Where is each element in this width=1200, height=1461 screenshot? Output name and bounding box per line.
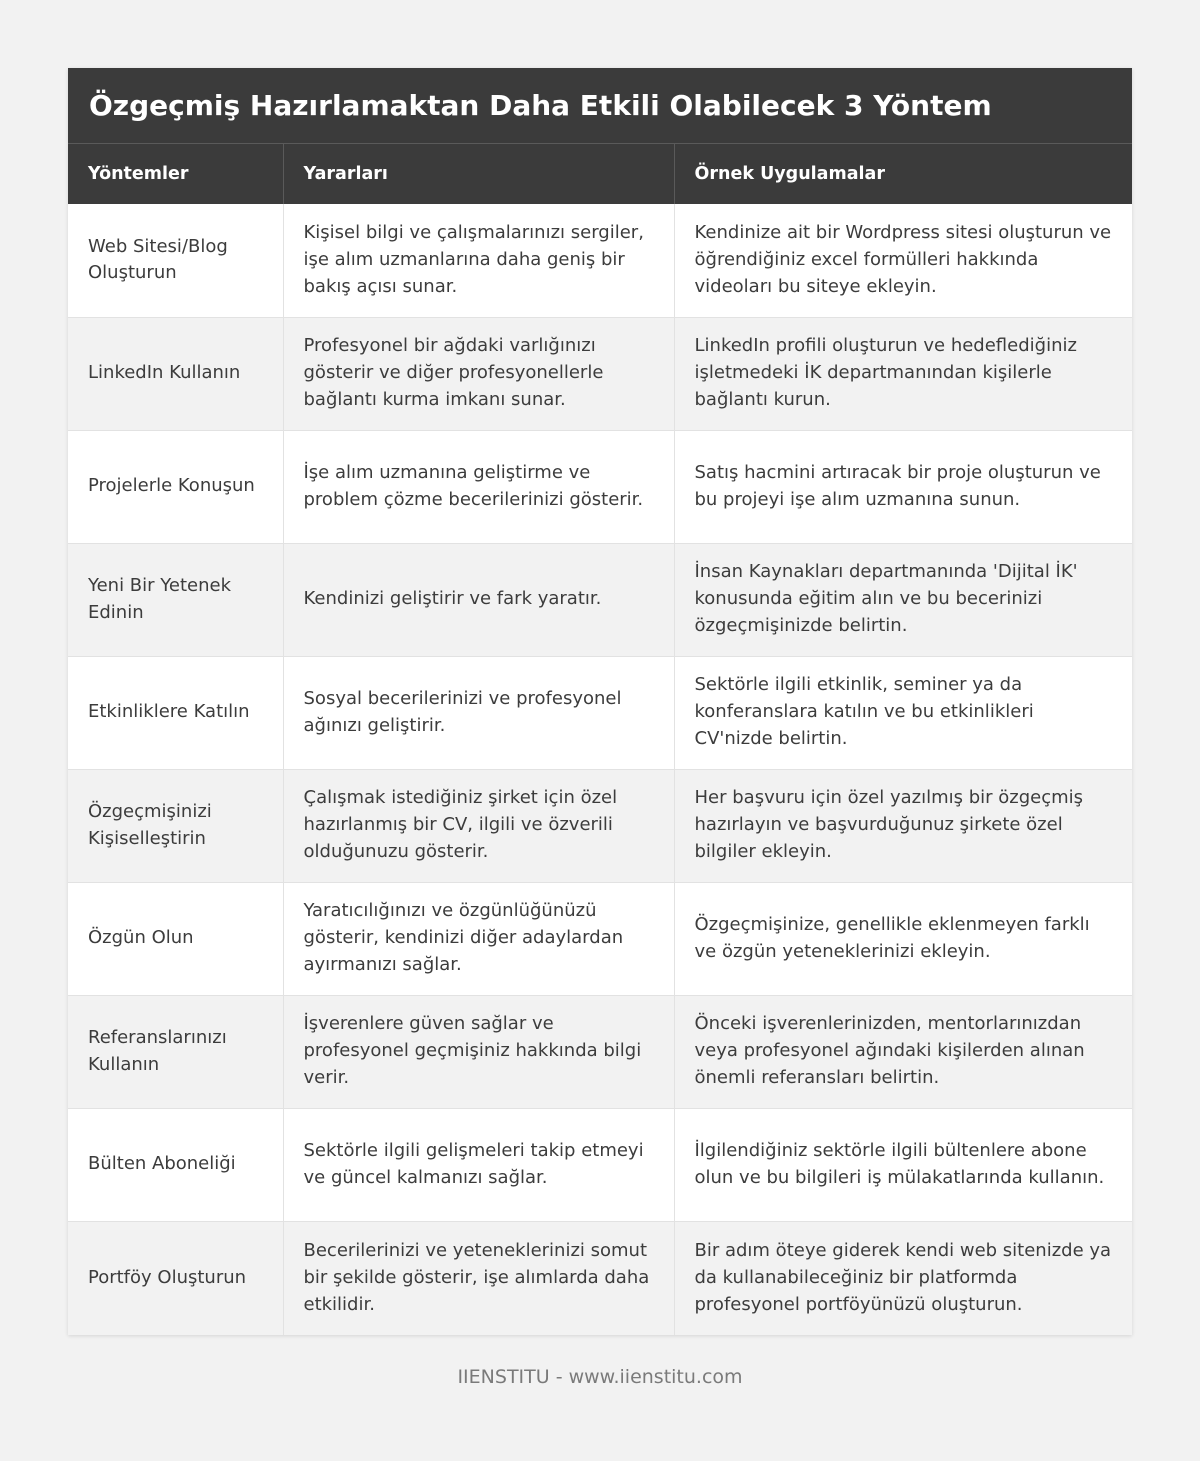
- cell-benefit: Becerilerinizi ve yeteneklerinizi somut bir şekilde gösterir, işe alımlarda daha etkilidir.: [283, 1221, 674, 1335]
- cell-example: Önceki işverenlerinizden, mentorlarınızdan veya profesyonel ağındaki kişilerden alınan önemli referansları belirtin.: [674, 995, 1132, 1108]
- cell-benefit: İşverenlere güven sağlar ve profesyonel geçmişiniz hakkında bilgi verir.: [283, 995, 674, 1108]
- cell-example: İnsan Kaynakları departmanında 'Dijital İK' konusunda eğitim alın ve bu becerinizi özgeçmişinizde belirtin.: [674, 543, 1132, 656]
- cell-benefit: Yaratıcılığınızı ve özgünlüğünüzü gösterir, kendinizi diğer adaylardan ayırmanızı sağlar.: [283, 882, 674, 995]
- cell-method: Etkinliklere Katılın: [68, 656, 283, 769]
- cell-method: Projelerle Konuşun: [68, 430, 283, 543]
- footer-credit: IIENSTITU - www.iienstitu.com: [457, 1366, 743, 1388]
- cell-example: Özgeçmişinize, genellikle eklenmeyen farklı ve özgün yeteneklerinizi ekleyin.: [674, 882, 1132, 995]
- cell-benefit: Kendinizi geliştirir ve fark yaratır.: [283, 543, 674, 656]
- cell-benefit: Sosyal becerilerinizi ve profesyonel ağınızı geliştirir.: [283, 656, 674, 769]
- cell-example: Kendinize ait bir Wordpress sitesi oluşturun ve öğrendiğiniz excel formülleri hakkında videoları bu siteye ekleyin.: [674, 204, 1132, 317]
- cell-method: Özgün Olun: [68, 882, 283, 995]
- cell-method: Web Sitesi/Blog Oluşturun: [68, 204, 283, 317]
- cell-example: Her başvuru için özel yazılmış bir özgeçmiş hazırlayın ve başvurduğunuz şirkete özel bilgiler ekleyin.: [674, 769, 1132, 882]
- cell-example: İlgilendiğiniz sektörle ilgili bültenlere abone olun ve bu bilgileri iş mülakatlarında kullanın.: [674, 1108, 1132, 1221]
- cell-method: Bülten Aboneliği: [68, 1108, 283, 1221]
- table-row: [68, 769, 1132, 882]
- methods-table: [68, 144, 1132, 1335]
- table-row: [68, 543, 1132, 656]
- cell-example: Sektörle ilgili etkinlik, seminer ya da konferanslara katılın ve bu etkinlikleri CV'nizde belirtin.: [674, 656, 1132, 769]
- table-row: [68, 882, 1132, 995]
- table-row: [68, 656, 1132, 769]
- table-title: Özgeçmiş Hazırlamaktan Daha Etkili Olabilecek 3 Yöntem: [68, 68, 1132, 144]
- cell-method: Özgeçmişinizi Kişiselleştirin: [68, 769, 283, 882]
- table-row: [68, 317, 1132, 430]
- table-header-row: [68, 144, 1132, 204]
- cell-method: Referanslarınızı Kullanın: [68, 995, 283, 1108]
- cell-example: Bir adım öteye giderek kendi web sitenizde ya da kullanabileceğiniz bir platformda profesyonel portföyünüzü oluşturun.: [674, 1221, 1132, 1335]
- cell-benefit: Profesyonel bir ağdaki varlığınızı gösterir ve diğer profesyonellerle bağlantı kurma imkanı sunar.: [283, 317, 674, 430]
- table-row: [68, 995, 1132, 1108]
- column-header-benefits: Yararları: [283, 144, 674, 204]
- table-row: [68, 430, 1132, 543]
- table-row: [68, 1108, 1132, 1221]
- cell-benefit: İşe alım uzmanına geliştirme ve problem çözme becerilerinizi gösterir.: [283, 430, 674, 543]
- cell-method: LinkedIn Kullanın: [68, 317, 283, 430]
- cell-benefit: Kişisel bilgi ve çalışmalarınızı sergiler, işe alım uzmanlarına daha geniş bir bakış açısı sunar.: [283, 204, 674, 317]
- cell-benefit: Çalışmak istediğiniz şirket için özel hazırlanmış bir CV, ilgili ve özverili olduğunuzu gösterir.: [283, 769, 674, 882]
- cell-example: LinkedIn profili oluşturun ve hedeflediğiniz işletmedeki İK departmanından kişilerle bağlantı kurun.: [674, 317, 1132, 430]
- table-card: [68, 68, 1132, 1335]
- cell-method: Portföy Oluşturun: [68, 1221, 283, 1335]
- cell-example: Satış hacmini artıracak bir proje oluşturun ve bu projeyi işe alım uzmanına sunun.: [674, 430, 1132, 543]
- column-header-methods: Yöntemler: [68, 144, 283, 204]
- column-header-examples: Örnek Uygulamalar: [674, 144, 1132, 204]
- cell-method: Yeni Bir Yetenek Edinin: [68, 543, 283, 656]
- table-row: [68, 204, 1132, 317]
- table-row: [68, 1221, 1132, 1335]
- cell-benefit: Sektörle ilgili gelişmeleri takip etmeyi ve güncel kalmanızı sağlar.: [283, 1108, 674, 1221]
